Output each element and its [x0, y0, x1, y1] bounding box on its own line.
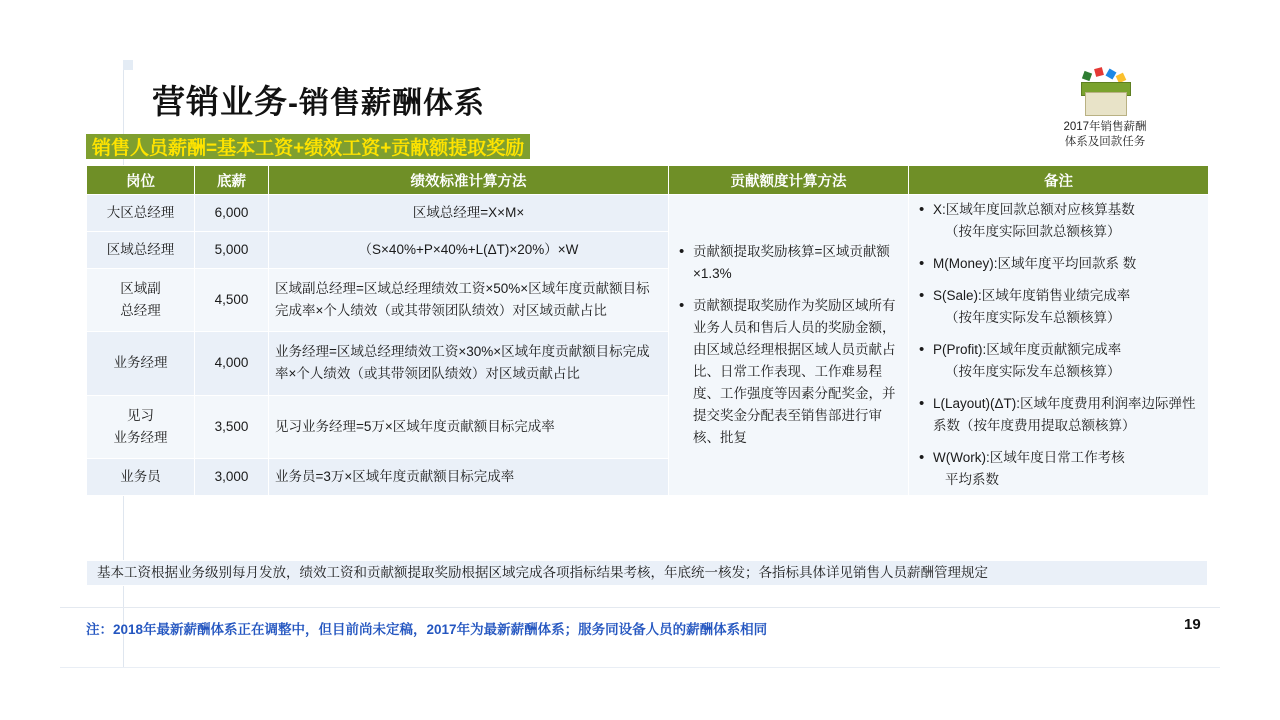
remark-text: L(Layout)(ΔT):区域年度费用利润率边际弹性系数（按年度费用提取总额核算） — [933, 396, 1196, 433]
cell-post: 区域总经理 — [87, 232, 195, 269]
cell-performance: 业务经理=区域总经理绩效工资×30%×区域年度贡献额目标完成率×个人绩效（或其带领团队绩效）对区域贡献占比 — [269, 332, 669, 395]
table-footer-note: 基本工资根据业务级别每月发放，绩效工资和贡献额提取奖励根据区域完成各项指标结果考核，年底统一核发；各指标具体详见销售人员薪酬管理规定 — [86, 560, 1208, 586]
footer-divider — [60, 607, 1220, 608]
logo-caption — [1055, 120, 1155, 150]
cell-performance-formula-line2: （S×40%+P×40%+L(ΔT)×20%）×W — [269, 232, 669, 269]
cell-contribution-method — [669, 195, 909, 496]
list-item: • 贡献额提取奖励核算=区域贡献额×1.3% — [691, 241, 902, 285]
logo-block — [1055, 70, 1155, 150]
cell-post-line1: 见习 — [127, 407, 154, 423]
title-separator: - — [288, 87, 299, 120]
cell-post-line2: 总经理 — [120, 303, 161, 319]
gift-box-icon — [1077, 70, 1133, 116]
list-item — [931, 393, 1202, 437]
decorative-square — [123, 60, 133, 70]
table-row — [87, 195, 1209, 232]
slide-footnote: 注：2018年最新薪酬体系正在调整中，但目前尚未定稿，2017年为最新薪酬体系；服务同设备人员的薪酬体系相同 — [86, 622, 768, 637]
decorative-line-bottom — [60, 667, 1220, 668]
cell-base: 3,500 — [195, 395, 269, 458]
list-item: • 贡献额提取奖励作为奖励区域所有业务人员和售后人员的奖励金额，由区域总经理根据区域人员贡献占比、日常工作表现、工作难易程度、工作强度等因素分配奖金，并提交奖金分配表至销售部进行审核、批复 — [691, 295, 902, 449]
remark-text: S(Sale):区域年度销售业绩完成率 — [933, 288, 1131, 303]
header-contribution-method: 贡献额度计算方法 — [669, 166, 909, 195]
page-title — [152, 76, 485, 123]
table-header-row — [87, 166, 1209, 195]
cell-post-line1: 区域副 — [120, 281, 161, 297]
cell-performance: 业务员=3万×区域年度贡献额目标完成率 — [269, 458, 669, 495]
list-item — [931, 447, 1202, 491]
list-item — [931, 253, 1202, 275]
cell-post-line2: 业务经理 — [113, 429, 168, 445]
title-main: 营销业务 — [152, 83, 288, 120]
cell-performance: 区域副总经理=区域总经理绩效工资×50%×区域年度贡献额目标完成率×个人绩效（或其带领团队绩效）对区域贡献占比 — [269, 269, 669, 332]
list-item — [931, 339, 1202, 383]
remark-subtext: （按年度实际回款总额核算） — [945, 224, 1121, 239]
salary-table — [86, 165, 1209, 496]
header-post: 岗位 — [87, 166, 195, 195]
remark-subtext: 平均系数 — [945, 472, 999, 487]
cell-post — [87, 269, 195, 332]
contribution-list — [675, 241, 902, 449]
cell-post: 大区总经理 — [87, 195, 195, 232]
cell-base: 4,000 — [195, 332, 269, 395]
cell-performance-formula-line1: 区域总经理=X×M× — [269, 195, 669, 232]
remarks-list — [915, 199, 1202, 491]
header-base-salary: 底薪 — [195, 166, 269, 195]
cell-base: 5,000 — [195, 232, 269, 269]
header-performance-method: 绩效标准计算方法 — [269, 166, 669, 195]
remark-text: X:区域年度回款总额对应核算基数 — [933, 202, 1135, 217]
remark-subtext: 数 — [1122, 256, 1137, 271]
remark-subtext: （按年度实际发车总额核算） — [945, 310, 1121, 325]
cell-base: 4,500 — [195, 269, 269, 332]
logo-caption-line2: 体系及回款任务 — [1064, 136, 1146, 148]
formula-banner — [86, 134, 530, 159]
formula-banner-text: 销售人员薪酬=基本工资+绩效工资+贡献额提取奖励 — [92, 138, 525, 159]
title-sub: 销售薪酬体系 — [299, 87, 485, 120]
page-number: 19 — [1184, 616, 1201, 633]
remark-subtext: （按年度实际发车总额核算） — [945, 364, 1121, 379]
remark-text: M(Money):区域年度平均回款系 — [933, 256, 1120, 271]
cell-remarks — [909, 195, 1209, 496]
list-item — [931, 285, 1202, 329]
cell-post — [87, 395, 195, 458]
logo-caption-line1: 2017年销售薪酬 — [1063, 121, 1147, 133]
list-item — [931, 199, 1202, 243]
remark-text: W(Work):区域年度日常工作考核 — [933, 450, 1125, 465]
cell-performance: 见习业务经理=5万×区域年度贡献额目标完成率 — [269, 395, 669, 458]
remark-text: P(Profit):区域年度贡献额完成率 — [933, 342, 1122, 357]
cell-base: 3,000 — [195, 458, 269, 495]
cell-base: 6,000 — [195, 195, 269, 232]
cell-post: 业务员 — [87, 458, 195, 495]
header-remarks: 备注 — [909, 166, 1209, 195]
cell-post: 业务经理 — [87, 332, 195, 395]
